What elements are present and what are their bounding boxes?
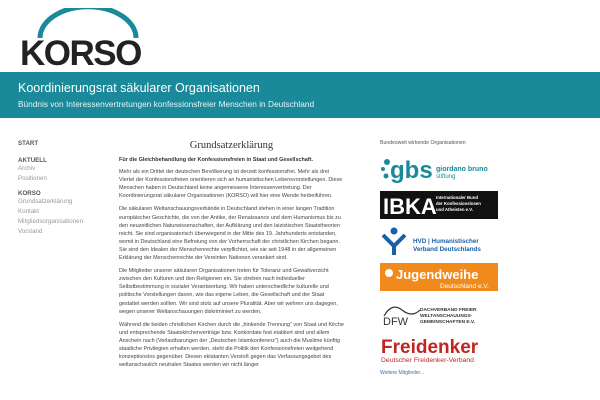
header-banner	[0, 72, 600, 118]
main-content	[119, 140, 344, 374]
svg-text:und Atheisten e.V.: und Atheisten e.V.	[436, 207, 473, 212]
svg-text:Deutschland e.V.: Deutschland e.V.	[440, 283, 489, 290]
site-title: Koordinierungsrat säkularer Organisationen	[18, 81, 260, 95]
paragraph-4: Während die beiden christlichen Kirchen durch die „hinkende Trennung“ von Staat und Kirche und entsprechende Staatskirchenverträge bzw. Konkordate fest etabliert sind und allem Anschein nach (Verlautbarungen der „Deutschen Islamkonferenz“) auch die Muslime künftig staatliche Privilegien erhalten werden, steht die Politik den Konfessionsfreien weitgehend konzeptionslos gegenüber. Diesen eklatanten Verstoß gegen das Verfassungsgebot des weltanschaulich neutralen Staates werden wir nicht länger	[119, 321, 344, 369]
nav-item-mitgliedsorganisationen[interactable]: Mitgliedsorganisationen	[18, 218, 84, 225]
korso-logo[interactable]	[18, 8, 143, 68]
paragraph-1: Mehr als ein Drittel der deutschen Bevölkerung ist derzeit konfessionsfrei. Mehr als drei Viertel der Konfessionsfreien orientieren sich an humanistischen Lebensvorstellungen. Diese Menschen haben in Deutschland keine angemessene Interessenvertretung. Der Koordinierungsrat säkularer Organisationen (KORSO) will hier eine Wende herbeiführen.	[119, 169, 343, 200]
svg-text:WELTANSCHAUUNGS-: WELTANSCHAUUNGS-	[420, 314, 473, 319]
svg-text:GEMEINSCHAFTEN E.V.: GEMEINSCHAFTEN E.V.	[420, 320, 475, 325]
logo-text: KORSO	[20, 34, 141, 68]
site-subtitle: Bündnis von Interessenvertretungen konfessionsfreier Menschen in Deutschland	[18, 99, 315, 109]
paragraph-2: Die säkularen Weltanschauungsverbände in Deutschland stehen in einer langen Tradition europäischer Geschichte, die von der Antike, der Renaissance und dem Humanismus bis zu den neuzeitlichen Naturwissenschaften, der Aufklärung und den laizistischen Staatstheorien reicht. Sie sind organisatorisch überwiegend in der Mitte des 19. Jahrhunderts entstanden, womit in Deutschland eine Befreiung von der Vorherrschaft der christlichen Kirchen begann. Sie sind den Idealen der Menschenrechte verpflichtet, wie sie seit 1948 in der allgemeinen Erklärung der Menschenrechte der Vereinten Nationen verankert sind.	[119, 206, 341, 262]
sidebar-title: Bundesweit wirkende Organisationen	[380, 140, 466, 146]
svg-text:stiftung: stiftung	[436, 174, 456, 180]
nav-heading-korso[interactable]: KORSO	[18, 190, 41, 197]
svg-text:der Konfessionslosen: der Konfessionslosen	[436, 201, 481, 206]
svg-text:Internationaler Bund: Internationaler Bund	[436, 195, 479, 200]
nav-item-grundsatzerklaerung[interactable]: Grundsatzerklärung	[18, 198, 73, 205]
org-logo-jugendweihe[interactable]	[380, 262, 498, 292]
svg-text:HVD | Humanistischer: HVD | Humanistischer	[413, 238, 479, 245]
svg-text:Deutscher Freidenker-Verband: Deutscher Freidenker-Verband	[381, 357, 474, 364]
nav-item-archiv[interactable]: Archiv	[18, 165, 36, 172]
org-name-ibka: IBKA	[383, 194, 437, 219]
svg-text:DFW: DFW	[383, 316, 409, 328]
svg-text:DACHVERBAND FREIER: DACHVERBAND FREIER	[420, 308, 477, 313]
org-name-freidenker: Freidenker	[381, 337, 479, 358]
nav-heading-aktuell[interactable]: AKTUELL	[18, 157, 47, 164]
lead-text: Für die Gleichbehandlung der Konfessionsfreien in Staat und Gesellschaft.	[119, 157, 313, 163]
left-navigation	[18, 140, 113, 237]
org-name-gbs: gbs	[390, 157, 433, 184]
sidebar-organisations	[380, 140, 500, 376]
nav-item-positionen[interactable]: Positionen	[18, 175, 47, 182]
paragraph-3: Die Mitglieder unserer säkularen Organisationen treten für Toleranz und Gewaltverzicht zwischen den Kulturen und den Religionen ein. Sie streben nach individueller Selbstbestimmung in sozialer Verantwortung. Wir haben unterschiedliche kulturelle und politische Vorstellungen davon, wie das eigene Leben, die Gesellschaft und der Staat gestaltet werden sollten. Wir sind stolz auf unsere Pluralität. Aber wir wehren uns dagegen, wegen unserer Weltanschauungen diskriminiert zu werden.	[119, 268, 338, 315]
page-title: Grundsatzerklärung	[189, 140, 274, 151]
org-logo-dfw[interactable]	[380, 298, 498, 328]
more-members-link[interactable]: Weitere Mitglieder...	[380, 370, 425, 376]
nav-item-vorstand[interactable]: Vorstand	[18, 228, 43, 235]
svg-text:Verband Deutschlands: Verband Deutschlands	[413, 246, 481, 253]
nav-item-kontakt[interactable]: Kontakt	[18, 208, 39, 215]
svg-text:Jugendweihe: Jugendweihe	[396, 267, 479, 282]
nav-start[interactable]: START	[18, 140, 39, 147]
org-logo-freidenker[interactable]	[380, 334, 498, 364]
org-logo-gbs[interactable]	[380, 154, 498, 184]
org-logo-ibka[interactable]	[380, 190, 498, 220]
svg-text:giordano bruno: giordano bruno	[436, 166, 488, 173]
org-logo-hvd[interactable]	[380, 226, 498, 256]
